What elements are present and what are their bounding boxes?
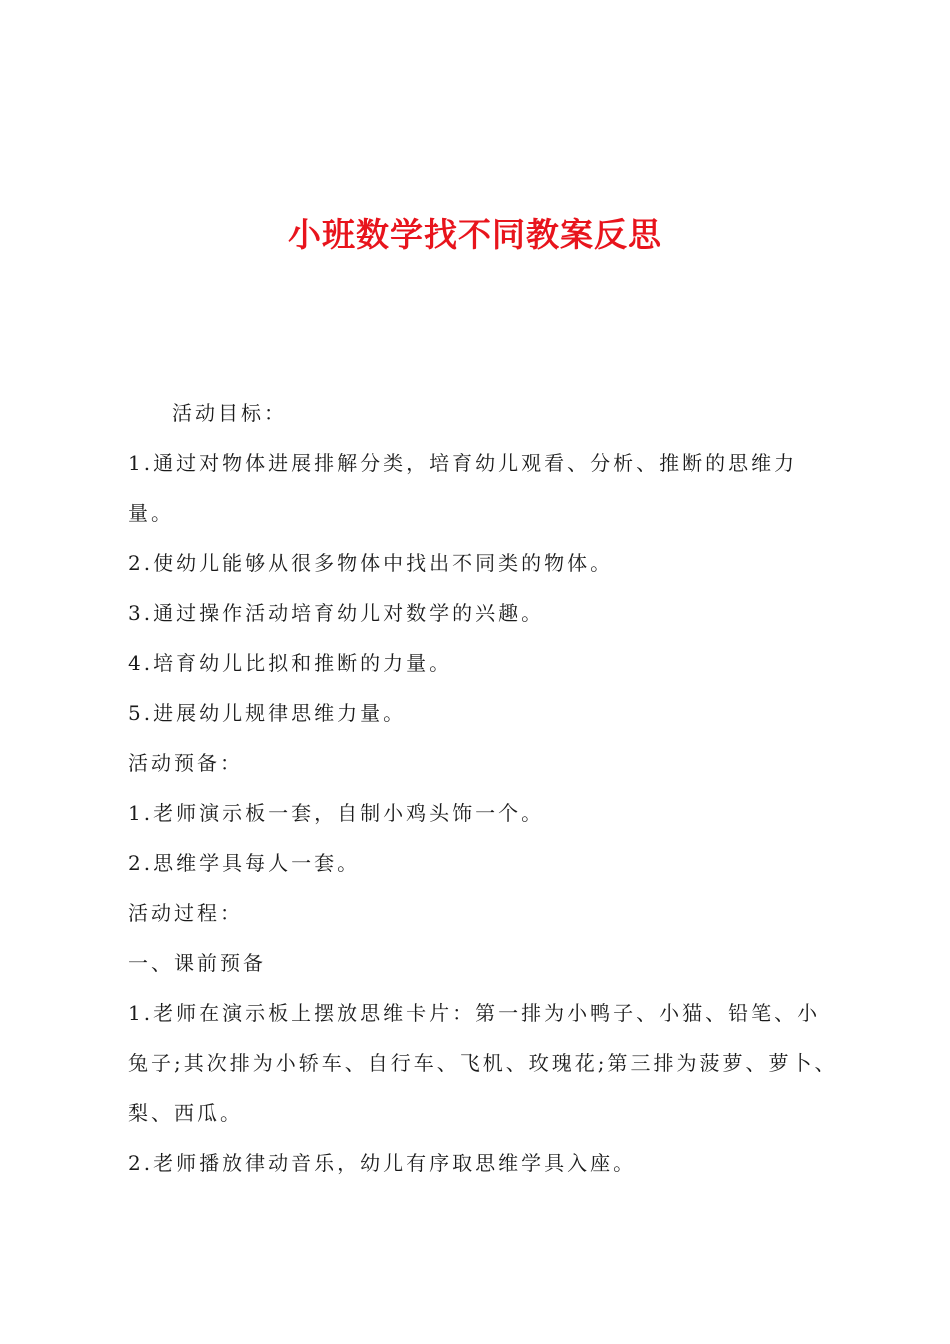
document-title: 小班数学找不同教案反思 (288, 215, 662, 254)
section-heading-goals: 活动目标： (172, 401, 287, 425)
goal-item-5: 5.进展幼儿规律思维力量。 (128, 701, 407, 725)
section-heading-preparation: 活动预备： (128, 751, 243, 775)
preparation-item-1: 1.老师演示板一套，自制小鸡头饰一个。 (128, 801, 545, 825)
goal-item-3: 3.通过操作活动培育幼儿对数学的兴趣。 (128, 601, 545, 625)
preparation-item-2: 2.思维学具每人一套。 (128, 851, 361, 875)
process-item-2: 2.老师播放律动音乐，幼儿有序取思维学具入座。 (128, 1151, 637, 1175)
section-heading-process: 活动过程： (128, 901, 243, 925)
process-item-1: 1.老师在演示板上摆放思维卡片：第一排为小鸭子、小猫、铅笔、小兔子;其次排为小轿车、自行车、飞机、玫瑰花;第三排为菠萝、萝卜、梨、西瓜。 (128, 1001, 838, 1125)
goal-item-1: 1.通过对物体进展排解分类，培育幼儿观看、分析、推断的思维力量。 (128, 451, 798, 525)
document-body (128, 388, 840, 1188)
goal-item-4: 4.培育幼儿比拟和推断的力量。 (128, 651, 453, 675)
process-subheading-1: 一、课前预备 (128, 951, 266, 975)
goal-item-2: 2.使幼儿能够从很多物体中找出不同类的物体。 (128, 551, 614, 575)
